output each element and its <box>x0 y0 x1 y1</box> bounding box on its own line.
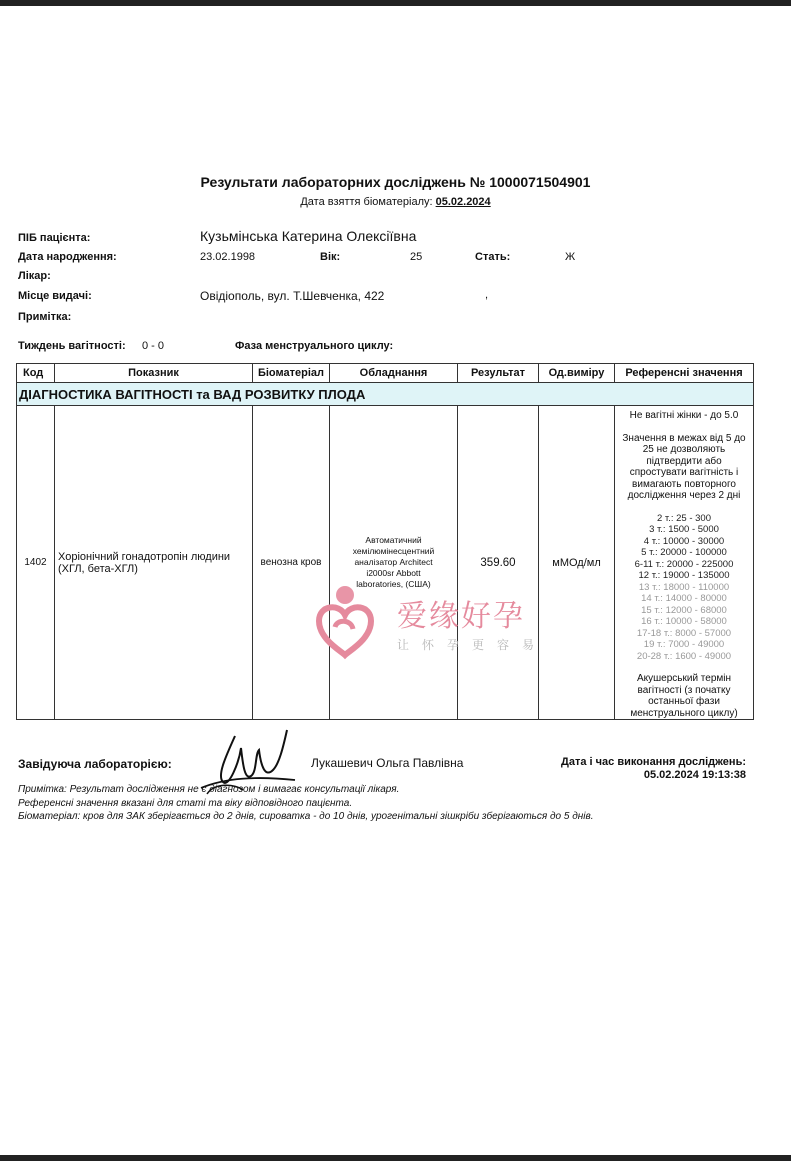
ref-range: 20-28 т.: 1600 - 49000 <box>636 650 732 662</box>
ref-footer: Акушерський термін вагітності (з початку останньої фази менструального циклу) <box>630 673 738 719</box>
ref-range: 5 т.: 20000 - 100000 <box>641 547 727 558</box>
watermark-slogan: 让怀孕更容易 <box>397 638 548 652</box>
dob-value: 23.02.1998 <box>200 251 256 263</box>
note-label: Примітка: <box>18 311 72 323</box>
row-reference <box>615 406 754 720</box>
ref-range: 17-18 т.: 8000 - 57000 <box>636 627 732 639</box>
row-code: 1402 <box>17 406 55 720</box>
cycle-phase-label: Фаза менструального циклу: <box>235 340 394 352</box>
row-indicator: Хоріонічний гонадотропін людини (ХГЛ, бета-ХГЛ) <box>55 406 253 720</box>
lab-head-label: Завідуюча лабораторією: <box>18 757 172 771</box>
doctor-label: Лікар: <box>18 270 51 282</box>
results-table <box>16 363 754 720</box>
table-header-row <box>17 364 754 383</box>
watermark-logo-icon <box>305 581 385 661</box>
col-biomaterial: Біоматеріал <box>253 364 330 383</box>
footer-notes <box>18 783 593 824</box>
ref-range: 12 т.: 19000 - 135000 <box>638 570 730 581</box>
sample-date-line <box>0 196 791 208</box>
section-title: ДІАГНОСТИКА ВАГІТНОСТІ та ВАД РОЗВИТКУ ПЛОДА <box>17 383 754 406</box>
age-label: Вік: <box>320 251 341 263</box>
col-indicator: Показник <box>55 364 253 383</box>
lab-head-name: Лукашевич Ольга Павлівна <box>311 756 464 770</box>
pregnancy-week-value: 0 - 0 <box>142 340 165 352</box>
sex-value: Ж <box>565 251 576 263</box>
row-biomaterial: венозна кров <box>253 406 330 720</box>
col-unit: Од.виміру <box>539 364 615 383</box>
note-line: Біоматеріал: кров для ЗАК зберігається до 2 днів, сироватка - до 10 днів, урогенітальні зішкріби зберігаються до 5 днів. <box>18 811 594 822</box>
sex-label: Стать: <box>475 251 511 263</box>
ref-note: Значення в межах від 5 до 25 не дозволяють підтвердити або спростувати вагітність і вимагають повторного дослідження через 2 дні <box>622 432 746 501</box>
dob-label: Дата народження: <box>18 251 117 263</box>
ref-range: 19 т.: 7000 - 49000 <box>643 639 725 650</box>
document-page <box>0 6 791 1155</box>
place-extra: , <box>485 289 489 301</box>
patient-name: Кузьмінська Катерина Олексіївна <box>200 228 417 244</box>
patient-name-label: ПІБ пацієнта: <box>18 232 91 244</box>
ref-range: 4 т.: 10000 - 30000 <box>643 535 725 547</box>
note-line: Референсні значення вказані для статі та віку відповідного пацієнта. <box>18 797 353 809</box>
ref-range: 2 т.: 25 - 300 <box>657 512 711 524</box>
place-value: Овідіополь, вул. Т.Шевченка, 422 <box>200 289 385 303</box>
row-unit: мМОд/мл <box>539 406 615 720</box>
row-equipment: Автоматичний хемілюмінесцентний аналізатор Architect i2000sr Abbott laboratories, (США) <box>330 406 458 720</box>
pregnancy-week-label: Тиждень вагітності: <box>18 340 126 352</box>
ref-range: 15 т.: 12000 - 68000 <box>641 604 727 616</box>
row-result: 359.60 <box>458 406 539 720</box>
section-row <box>17 383 754 406</box>
ref-range: 3 т.: 1500 - 5000 <box>649 524 719 535</box>
col-result: Результат <box>458 364 539 383</box>
ref-range: 16 т.: 10000 - 58000 <box>641 616 727 627</box>
table-row <box>17 406 754 720</box>
col-reference: Референсні значення <box>615 364 754 383</box>
ref-range: 6-11 т.: 20000 - 225000 <box>634 558 734 570</box>
place-label: Місце видачі: <box>18 290 92 302</box>
sample-date-label: Дата взяття біоматеріалу: <box>300 196 433 208</box>
watermark <box>305 581 585 661</box>
sample-date-value: 05.02.2024 <box>435 196 491 208</box>
col-code: Код <box>17 364 55 383</box>
col-equipment: Обладнання <box>330 364 458 383</box>
watermark-brand: 爱缘好孕 <box>397 599 525 634</box>
done-label: Дата і час виконання досліджень: <box>561 756 746 768</box>
ref-range: 14 т.: 14000 - 80000 <box>641 593 727 604</box>
age-value: 25 <box>410 251 423 263</box>
ref-intro: Не вагітні жінки - до 5.0 <box>629 410 739 421</box>
ref-range: 13 т.: 18000 - 110000 <box>638 581 730 593</box>
note-line: Примітка: Результат дослідження не є діагнозом і вимагає консультації лікаря. <box>18 784 400 795</box>
report-title: Результати лабораторних досліджень № 1000071504901 <box>200 174 591 190</box>
done-value: 05.02.2024 19:13:38 <box>643 769 746 781</box>
